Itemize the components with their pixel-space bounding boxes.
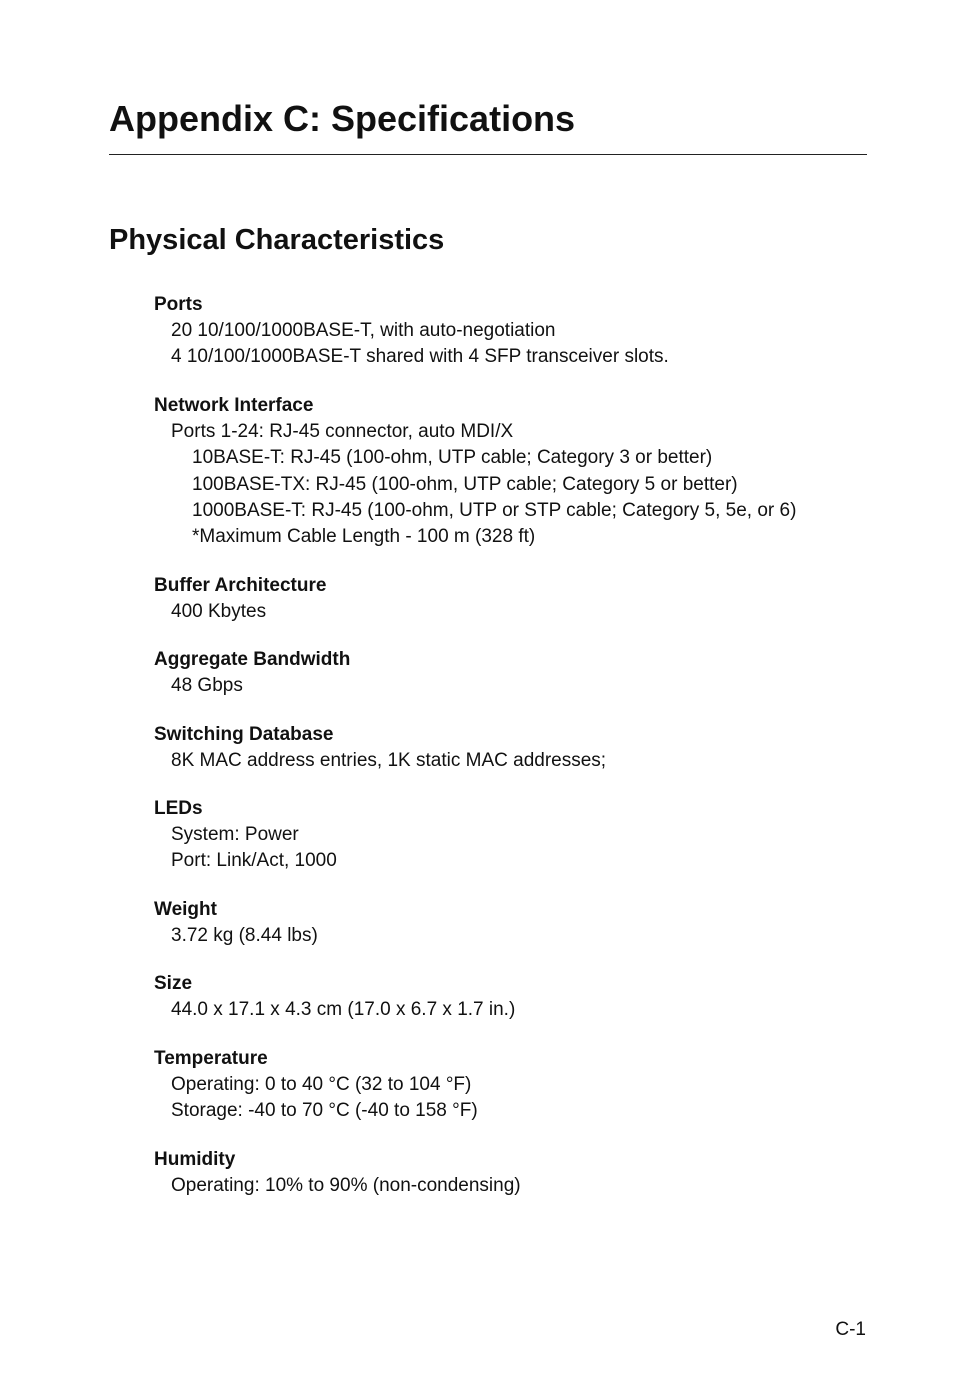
spec-line: 3.72 kg (8.44 lbs): [171, 924, 318, 946]
spec-line: 8K MAC address entries, 1K static MAC addresses;: [171, 749, 607, 771]
spec-subline: 1000BASE-T: RJ-45 (100-ohm, UTP or STP cable; Category 5, 5e, or 6): [192, 500, 797, 522]
spec-heading: Ports: [154, 294, 203, 315]
spec-heading: Temperature: [154, 1047, 268, 1069]
spec-line: System: Power: [171, 824, 299, 846]
spec-heading: Size: [154, 973, 193, 995]
spec-line: Operating: 10% to 90% (non-condensing): [171, 1174, 521, 1196]
spec-subline: 10BASE-T: RJ-45 (100-ohm, UTP cable; Category 3 or better): [192, 447, 713, 469]
spec-humidity: [154, 1146, 874, 1199]
spec-subline: 100BASE-TX: RJ-45 (100-ohm, UTP cable; Category 5 or better): [192, 473, 738, 495]
spec-switching-database: [154, 721, 874, 774]
spec-line: 44.0 x 17.1 x 4.3 cm (17.0 x 6.7 x 1.7 in.): [171, 999, 516, 1021]
spec-heading: Aggregate Bandwidth: [154, 649, 351, 671]
spec-heading: LEDs: [154, 798, 203, 820]
spec-heading: Switching Database: [154, 723, 334, 745]
page-number: C-1: [835, 1319, 866, 1340]
page-title: Appendix C: Specifications: [109, 98, 576, 139]
spec-buffer-architecture: [154, 572, 874, 625]
spec-ports: [154, 291, 874, 371]
spec-line: Operating: 0 to 40 °C (32 to 104 °F): [171, 1073, 472, 1095]
spec-list: [154, 291, 874, 1220]
spec-subline: *Maximum Cable Length - 100 m (328 ft): [192, 526, 536, 548]
spec-line: 4 10/100/1000BASE-T shared with 4 SFP transceiver slots.: [171, 346, 669, 368]
spec-weight: [154, 896, 874, 949]
spec-leds: [154, 795, 874, 875]
spec-line: 20 10/100/1000BASE-T, with auto-negotiation: [171, 320, 556, 341]
spec-size: [154, 970, 874, 1023]
spec-aggregate-bandwidth: [154, 646, 874, 699]
spec-line: Port: Link/Act, 1000: [171, 850, 337, 872]
title-divider: [109, 154, 867, 155]
spec-network-interface: [154, 392, 874, 551]
spec-heading: Network Interface: [154, 394, 314, 416]
spec-line: Ports 1-24: RJ-45 connector, auto MDI/X: [171, 420, 514, 442]
spec-line: Storage: -40 to 70 °C (-40 to 158 °F): [171, 1100, 478, 1122]
section-title: Physical Characteristics: [109, 224, 445, 256]
spec-heading: Humidity: [154, 1148, 236, 1170]
spec-line: 400 Kbytes: [171, 600, 267, 622]
spec-temperature: [154, 1045, 874, 1125]
spec-heading: Weight: [154, 898, 217, 920]
spec-line: 48 Gbps: [171, 675, 243, 697]
spec-heading: Buffer Architecture: [154, 574, 327, 596]
